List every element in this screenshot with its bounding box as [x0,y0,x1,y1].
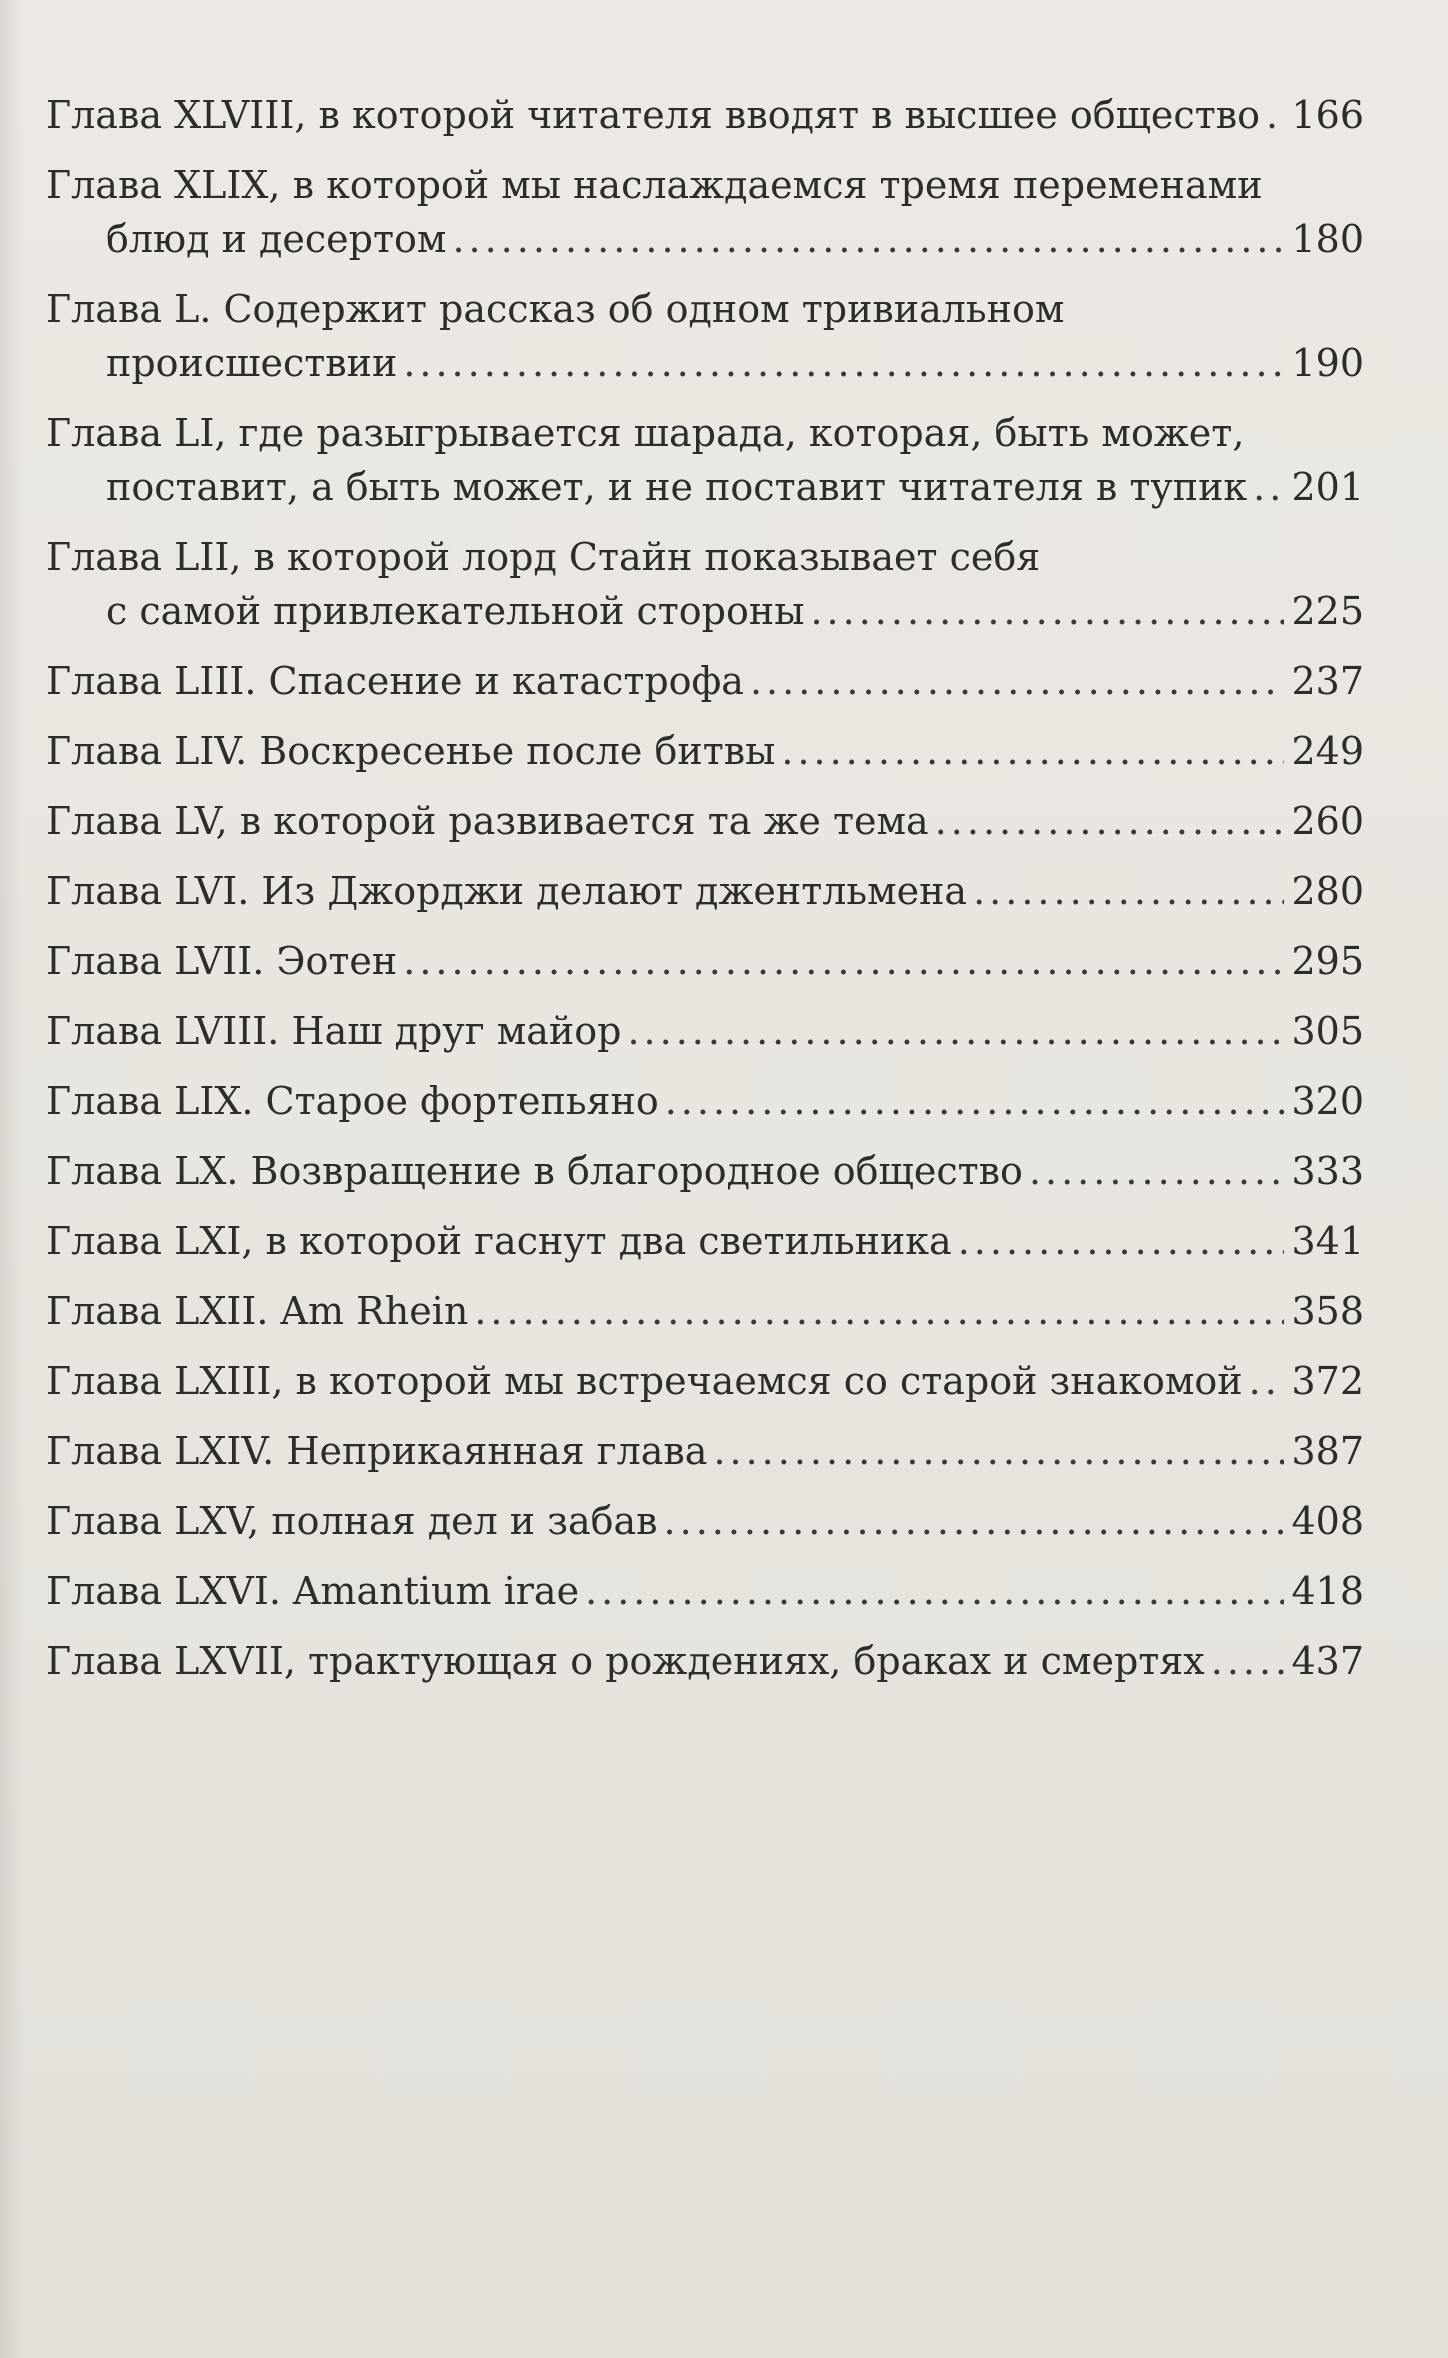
toc-entry [46,1494,1364,1548]
toc-page-number: 225 [1291,589,1364,633]
toc-leader-dots [713,1424,1284,1478]
toc-entry-title-continued: поставит, а быть может, и не поставит читателя в тупик [106,465,1248,509]
toc-leader-dots [935,794,1284,848]
toc-page-number: 201 [1291,465,1364,509]
toc-page-number: 333 [1291,1149,1364,1193]
toc-entry-title: Глава LVII. Эотен [46,939,398,983]
toc-entry [46,1284,1364,1338]
toc-entry [46,88,1364,142]
toc-entry [46,864,1364,918]
toc-entry [46,282,1364,390]
toc-page-number: 341 [1291,1219,1364,1263]
toc-page-number: 180 [1291,217,1364,261]
toc-entry-title: Глава LIII. Спасение и катастрофа [46,659,744,703]
toc-entry-title: Глава XLVIII, в которой читателя вводят в высшее общество [46,93,1260,137]
toc-entry-title: Глава LX. Возвращение в благородное общество [46,1149,1023,1193]
toc-leader-dots [627,1004,1284,1058]
toc-entry-title: Глава LXVII, трактующая о рождениях, браках и смертях [46,1639,1205,1683]
toc-leader-dots [1029,1144,1284,1198]
toc-leader-dots [585,1564,1284,1618]
toc-entry-title: Глава LII, в которой лорд Стайн показывает себя [46,535,1041,579]
toc-entry-title-continued: с самой привлекательной стороны [106,589,805,633]
toc-entry [46,1564,1364,1618]
toc-page-number: 295 [1291,939,1364,983]
toc-page-number: 320 [1291,1079,1364,1123]
toc-leader-dots [403,336,1284,390]
toc-leader-dots [810,584,1284,638]
toc-entry-title: Глава L. Содержит рассказ об одном тривиальном [46,287,1065,331]
toc-entry-final-line [46,584,1364,638]
toc-page-number: 260 [1291,799,1364,843]
toc-page-number: 166 [1291,93,1364,137]
toc-entry-title: Глава LV, в которой развивается та же тема [46,799,929,843]
toc-leader-dots [1249,1354,1284,1408]
toc-leader-dots [452,212,1284,266]
toc-entry-title-continued: блюд и десертом [106,217,447,261]
toc-page-number: 249 [1291,729,1364,773]
toc-leader-dots [474,1284,1284,1338]
toc-entry-final-line [46,212,1364,266]
toc-page-number: 437 [1291,1639,1364,1683]
toc-page-number: 280 [1291,869,1364,913]
toc-entry [46,530,1364,638]
toc-leader-dots [665,1074,1284,1128]
toc-entry-title: Глава LXV, полная дел и забав [46,1499,658,1543]
toc-entry-final-line [46,460,1364,514]
toc-leader-dots [1211,1634,1284,1688]
page-gutter-shadow [0,0,24,2358]
toc-page-number: 237 [1291,659,1364,703]
toc-entry-final-line [46,336,1364,390]
toc-entry [46,1004,1364,1058]
toc-leader-dots [750,654,1284,708]
toc-entry-title: Глава LXIII, в которой мы встречаемся со старой знакомой [46,1359,1243,1403]
toc-entry [46,1354,1364,1408]
toc-entry-title: Глава LIV. Воскресенье после битвы [46,729,776,773]
toc-entry-title: Глава LXI, в которой гаснут два светильника [46,1219,952,1263]
toc-entry [46,1214,1364,1268]
toc-leader-dots [664,1494,1284,1548]
toc-entry-title: Глава LXII. Am Rhein [46,1289,469,1333]
toc-page-number: 190 [1291,341,1364,385]
toc-page-number: 372 [1291,1359,1364,1403]
toc-entry-title: Глава LVIII. Наш друг майор [46,1009,622,1053]
toc-entry [46,794,1364,848]
toc-page-number: 358 [1291,1289,1364,1333]
toc-entry-title: Глава LVI. Из Джорджи делают джентльмена [46,869,968,913]
toc-entry [46,1074,1364,1128]
toc-entry [46,654,1364,708]
toc-leader-dots [958,1214,1284,1268]
toc-entry [46,1144,1364,1198]
toc-leader-dots [1253,460,1284,514]
toc-entry [46,158,1364,266]
toc-entry-title: Глава XLIX, в которой мы наслаждаемся тремя переменами [46,163,1263,207]
toc-entry-title: Глава LXVI. Amantium irae [46,1569,580,1613]
toc-entry-title-continued: происшествии [106,341,398,385]
toc-page-number: 305 [1291,1009,1364,1053]
toc-leader-dots [781,724,1284,778]
toc-leader-dots [1266,88,1284,142]
toc-entry-title: Глава LI, где разыгрывается шарада, которая, быть может, [46,411,1245,455]
toc-entry [46,934,1364,988]
toc-entry-title: Глава LXIV. Неприкаянная глава [46,1429,708,1473]
toc-entry-title: Глава LIX. Старое фортепьяно [46,1079,659,1123]
toc-entry [46,1634,1364,1688]
table-of-contents [46,88,1364,1704]
toc-page-number: 418 [1291,1569,1364,1613]
toc-leader-dots [973,864,1284,918]
toc-leader-dots [403,934,1284,988]
toc-page-number: 408 [1291,1499,1364,1543]
toc-entry [46,724,1364,778]
toc-entry [46,1424,1364,1478]
toc-entry [46,406,1364,514]
toc-page-number: 387 [1291,1429,1364,1473]
